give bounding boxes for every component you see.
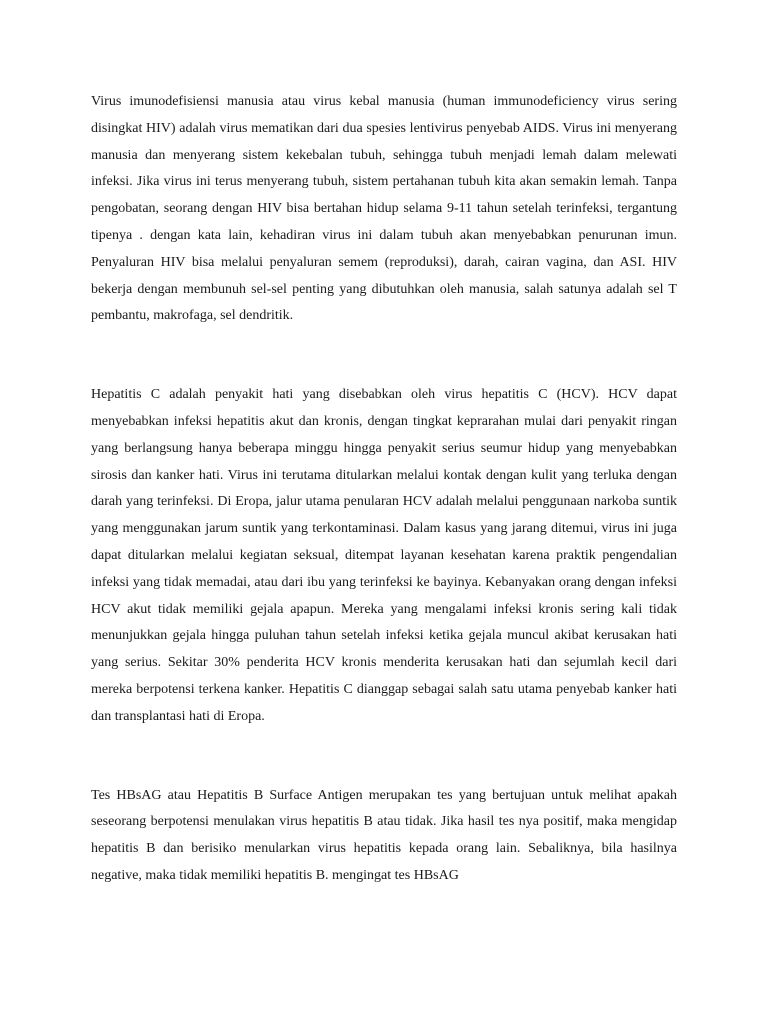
paragraph-hbsag: Tes HBsAG atau Hepatitis B Surface Antigen merupakan tes yang bertujuan untuk melihat apakah seseorang berpotensi menulakan virus hepatitis B atau tidak. Jika hasil tes nya positif, maka mengidap hepatitis B dan berisiko menularkan virus hepatitis kepada orang lain. Sebaliknya, bila hasilnya negative, maka tidak memiliki hepatitis B. mengingat tes HBsAG [91,787,677,883]
paragraph-hiv: Virus imunodefisiensi manusia atau virus kebal manusia (human immunodeficiency virus sering disingkat HIV) adalah virus mematikan dari dua spesies lentivirus penyebab AIDS. Virus ini menyerang manusia dan menyerang sistem kekebalan tubuh, sehingga tubuh menjadi lemah dalam melewati infeksi. Jika virus ini terus menyerang tubuh, sistem pertahanan tubuh kita akan semakin lemah. Tanpa pengobatan, seorang dengan HIV bisa bertahan hidup selama 9-11 tahun setelah terinfeksi, tergantung tipenya . dengan kata lain, kehadiran virus ini dalam tubuh akan menyebabkan penurunan imun. Penyaluran HIV bisa melalui penyaluran semem (reproduksi), darah, cairan vagina, dan ASI. HIV bekerja dengan membunuh sel-sel penting yang dibutuhkan oleh manusia, salah satunya adalah sel T pembantu, makrofaga, sel dendritik. [91,94,677,324]
paragraph-hepatitis-c: Hepatitis C adalah penyakit hati yang disebabkan oleh virus hepatitis C (HCV). HCV dapat menyebabkan infeksi hepatitis akut dan kronis, dengan tingkat keprarahan mulai dari penyakit ringan yang berlangsung hanya beberapa minggu hingga penyakit serius seumur hidup yang menyebabkan sirosis dan kanker hati. Virus ini terutama ditularkan melalui kontak dengan kulit yang terluka dengan darah yang terinfeksi. Di Eropa, jalur utama penularan HCV adalah melalui penggunaan narkoba suntik yang menggunakan jarum suntik yang terkontaminasi. Dalam kasus yang jarang ditemui, virus ini juga dapat ditularkan melalui kegiatan seksual, ditempat layanan kesehatan karena praktik pengendalian infeksi yang tidak memadai, atau dari ibu yang terinfeksi ke bayinya. Kebanyakan orang dengan infeksi HCV akut tidak memiliki gejala apapun. Mereka yang mengalami infeksi kronis sering kali tidak menunjukkan gejala hingga puluhan tahun setelah infeksi ketika gejala muncul akibat kerusakan hati yang serius. Sekitar 30% penderita HCV kronis menderita kerusakan hati dan sejumlah kecil dari mereka berpotensi terkena kanker. Hepatitis C dianggap sebagai salah satu utama penyebab kanker hati dan transplantasi hati di Eropa. [91,387,677,724]
document-body [91,89,677,890]
